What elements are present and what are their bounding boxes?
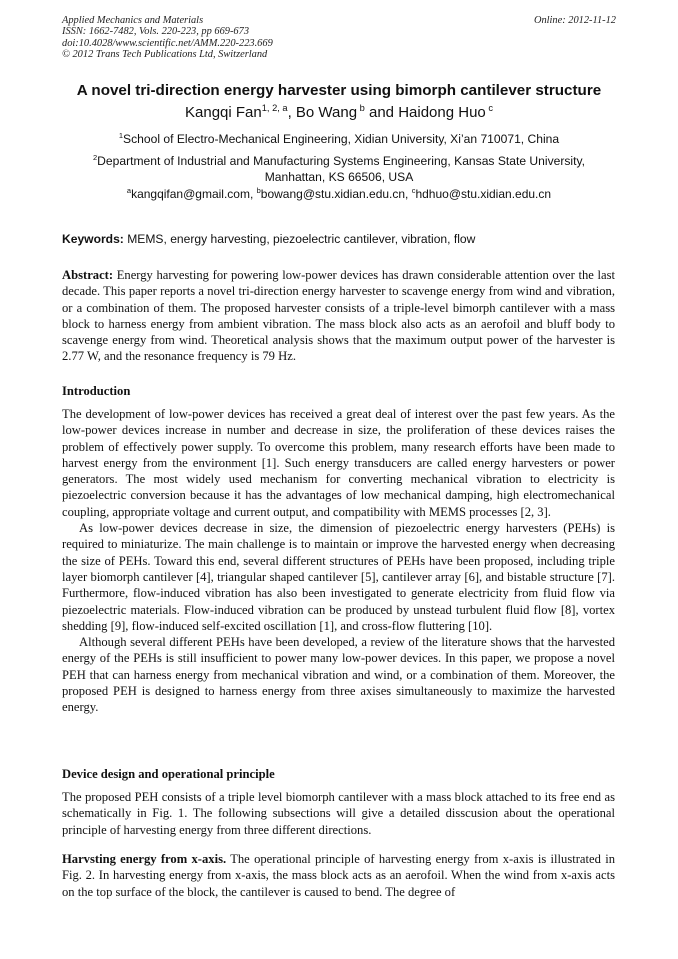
author-name: and Haidong Huo [364,104,486,121]
introduction-body [62,406,615,716]
abstract [62,267,615,365]
affiliation-superscript: 1 [118,130,124,140]
doi-line: doi:10.4028/www.scientific.net/AMM.220-223.669 [62,37,273,49]
author-name: , Bo Wang [287,104,358,121]
keywords-label: Keywords: [62,232,124,246]
online-date: Online: 2012-11-12 [533,15,616,26]
design-heading: Device design and operational principle [62,767,275,781]
affiliation-superscript: 2 [93,152,98,162]
copyright-line: © 2012 Trans Tech Publications Ltd, Switzerland [62,49,268,61]
harvesting-x-subsection [62,851,615,900]
paper-title: A novel tri-direction energy harvester using bimorph cantilever structure [76,82,602,99]
introduction-heading: Introduction [62,384,131,398]
email-list [0,187,678,201]
journal-name: Applied Mechanics and Materials [62,15,204,26]
abstract-text: Energy harvesting for powering low-power devices has drawn considerable attention over the last decade. This paper reports a novel tri-direction energy harvester to scavenge energy from wind and vibration, or a combination of them. The proposed harvester consists of a triple-level bimorph cantilever with a mass block to harness energy from ambient vibration. The mass block also acts as an aerofoil and bluff body to scavenge energy from wind. Theoretical analysis shows that the maximum output power of the harvester is 2.77 W, and the resonance frequency is 79 Hz. [62,268,615,364]
affiliation-1 [70,131,608,147]
affiliation-2 [70,153,608,185]
affiliation-text: Department of Industrial and Manufacturing Systems Engineering, Kansas State University, Manhattan, KS 66506, USA [97,154,585,184]
keywords-text: MEMS, energy harvesting, piezoelectric cantilever, vibration, flow [123,232,476,246]
author-superscript: b [357,103,365,113]
keywords [62,232,622,246]
email-superscript: a [126,186,132,195]
author-superscript: 1, 2, a [261,103,288,113]
author-name: Kangqi Fan [185,104,262,121]
email-link[interactable]: bowang@stu.xidian.edu.cn, [260,187,412,201]
author-superscript: c [485,103,493,113]
abstract-label: Abstract: [62,268,114,282]
email-link[interactable]: kangqifan@gmail.com, [131,187,257,201]
paragraph: Although several different PEHs have been developed, a review of the literature shows that the harvested energy of the PEHs is still insufficient to power many low-power devices. In this paper, we propose a novel PEH that can harness energy from mechanical vibration and wind, or a combination of them. Moreover, the proposed PEH is designed to harness energy from three axises simultaneously to maximize the harvested energy. [62,635,615,715]
affiliation-text: School of Electro-Mechanical Engineering, Xidian University, Xi’an 710071, China [123,132,560,146]
email-superscript: b [256,186,261,195]
author-list [0,104,678,121]
paragraph: The proposed PEH consists of a triple level biomorph cantilever with a mass block attached to its free end as schematically in Fig. 1. The following subsections will give a detailed disscusion about the operational principle of harvesting energy from three different directions. [62,790,615,837]
issn-line: ISSN: 1662-7482, Vols. 220-223, pp 669-673 [62,26,250,38]
paragraph: As low-power devices decrease in size, the dimension of piezoelectric energy harvesters (PEHs) is required to miniaturize. The main challenge is to maintain or improve the harvested energy when decreasing the size of PEHs. Toward this end, several different structures of PEHs have been proposed, including triple layer biomorph cantilever [4], triangular shaped cantilever [5], cantilever array [6], and bistable structure [7]. Furthermore, flow-induced vibration has also been investigated to generate electricity from fluid flow via piezoelectric materials. Flow-induced vibration can be produced by unstead turbulent fluid flow [8], vortex shedding [9], flow-induced self-excited oscillation [1], and cross-flow fluttering [10]. [62,521,615,633]
paragraph: The development of low-power devices has received a great deal of interest over the past few years. As the low-power devices increase in number and decrease in size, the proliferation of these devices raises the problem of effectively power supply. To overcome this problem, many research efforts have been made to harvest energy from the environment [1]. Such energy transducers are called energy harvesters or power generators. The most widely used mechanism for converting mechanical vibration to electricity is piezoelectric conversion because it has the advantages of low mechanical damping, high electromechanical coupling, appropriate voltage and current output, and compatibility with MEMS processes [2, 3]. [62,407,615,519]
email-link[interactable]: hdhuo@stu.xidian.edu.cn [415,187,552,201]
email-superscript: c [411,186,416,195]
journal-header [62,15,616,61]
paragraph: The operational principle of harvesting energy from x-axis is illustrated in Fig. 2. In harvesting energy from x-axis, the mass block acts as an aerofoil. When the wind from x-axis acts on the top surface of the block, the cantilever is caused to bend. The degree of [62,852,615,899]
design-body [62,789,615,838]
subsection-label: Harvsting energy from x-axis. [62,852,227,866]
